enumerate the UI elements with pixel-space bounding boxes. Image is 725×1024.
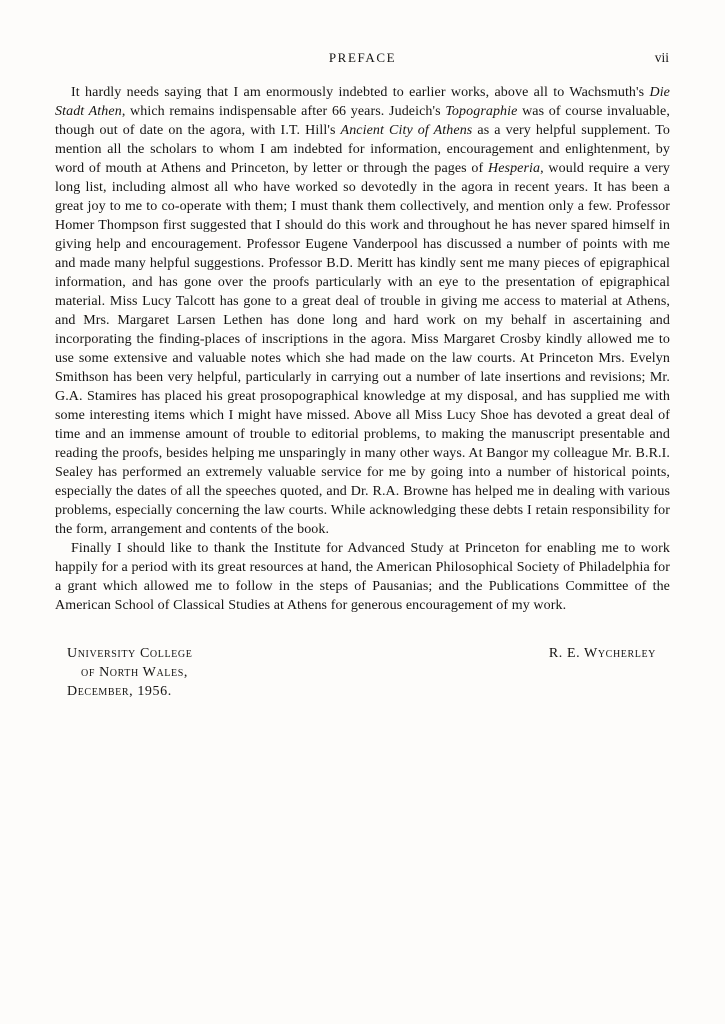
book-title-topographie: Topographie [445,104,518,119]
text-segment: was of course invaluable, though out of date on the agora, with I.T. Hill's [55,104,670,138]
signature-institution-line1: University College [67,646,193,661]
signature-block [55,644,670,701]
text-segment: , would require a very long list, including almost all who have worked so devotedly in the agora in recent years. It has been a great joy to me to co-operate with them; I must thank them collectively, and mention only a few. Professor Homer Thompson first suggested that I should do this work and throughout he has never spared himself in giving help and encouragement. Professor Eugene Vanderpool has discussed a number of points with me and made many helpful suggestions. Professor B.D. Meritt has kindly sent me many pieces of epigraphical information, and has gone over the proofs particularly with an eye to the presentation of epigraphical material. Miss Lucy Talcott has gone to a great deal of trouble in giving me access to material at Athens, and Mrs. Margaret Larsen Lethen has done long and hard work on my behalf in ascertaining and incorporating the finding-places of inscriptions in the agora. Miss Margaret Crosby kindly allowed me to use some extensive and valuable notes which she had made on the law courts. At Princeton Mrs. Evelyn Smithson has been very helpful, particularly in carrying out a number of late insertions and revisions; Mr. G.A. Stamires has placed his great prosopographical knowledge at my disposal, and has supplied me with some interesting items which I might have missed. Above all Miss Lucy Shoe has devoted a great deal of time and an immense amount of trouble to editorial problems, to making the manuscript presentable and reading the proofs, besides helping me unsparingly in many other ways. At Bangor my colleague Mr. B.R.I. Sealey has performed an extremely valuable service for me by going into a number of historical points, especially the dates of all the speeches quoted, and Dr. R.A. Browne has helped me in dealing with various problems, especially concerning the law courts. While acknowledging these debts I retain responsibility for the form, arrangement and contents of the book. [55,161,670,537]
book-title-ancient-city-of-athens: Ancient City of Athens [340,123,473,138]
book-title-die-stadt-athen: Die Stadt Athen [55,85,670,119]
page-header [55,50,670,68]
journal-title-hesperia: Hesperia [488,161,541,176]
text-segment: as a very helpful supplement. To mention all the scholars to whom I am indebted for information, encouragement and enlightenment, by word of mouth at Athens and Princeton, by letter or through the pages of [55,123,670,176]
paragraph-acknowledgements [55,83,670,539]
text-segment: It hardly needs saying that I am enormously indebted to earlier works, above all to Wachsmuth's [71,85,650,100]
paragraph-thanks-institutions: Finally I should like to thank the Institute for Advanced Study at Princeton for enabling me to work happily for a period with its great resources at hand, the American Philosophical Society of Philadelphia for a grant which allowed me to follow in the steps of Pausanias; and the Publications Committee of the American School of Classical Studies at Athens for generous encouragement of my work. [55,541,670,613]
signature-author: R. E. Wycherley [548,646,656,661]
signature-date: December, 1956. [67,684,172,699]
preface-title: PREFACE [328,50,397,65]
page-content [55,50,670,701]
signature-institution-line2: of North Wales, [81,665,188,680]
text-segment: , which remains indispensable after 66 years. Judeich's [121,104,446,119]
page-number: vii [654,50,669,65]
